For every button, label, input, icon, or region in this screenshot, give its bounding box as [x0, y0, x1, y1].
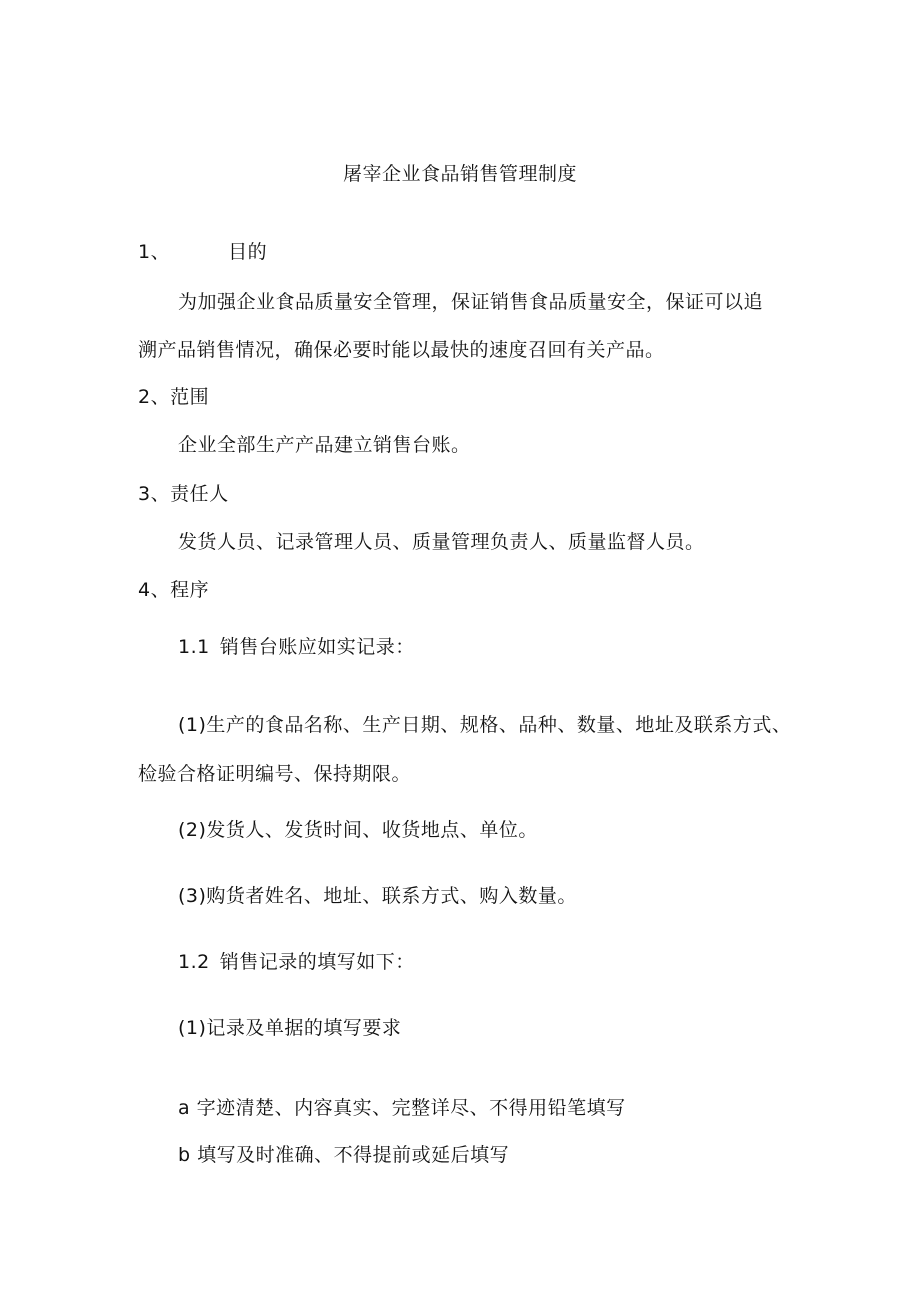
clause-1-1-item-2: (2)发货人、发货时间、收货地点、单位。	[178, 819, 538, 841]
clause-1-1-text: 销售台账应如实记录：	[219, 636, 415, 658]
section-2-body: 企业全部生产产品建立销售台账。	[178, 434, 471, 456]
section-2-heading: 2、范围	[138, 386, 210, 408]
section-3-body: 发货人员、记录管理人员、质量管理负责人、质量监督人员。	[178, 531, 705, 553]
clause-1-1-item-1-line-2: 检验合格证明编号、保持期限。	[138, 763, 412, 785]
section-1-heading	[138, 240, 267, 264]
clause-1-1-number: 1.1	[178, 636, 210, 658]
section-3-heading: 3、责任人	[138, 483, 229, 505]
clause-1-2-item-a: a 字迹清楚、内容真实、完整详尽、不得用铅笔填写	[178, 1097, 626, 1119]
clause-1-2-item-1: (1)记录及单据的填写要求	[178, 1017, 402, 1039]
clause-1-1-item-1-line-1: (1)生产的食品名称、生产日期、规格、品种、数量、地址及联系方式、	[178, 714, 792, 736]
section-1-number: 1、	[138, 241, 171, 263]
section-1-body-line-2: 溯产品销售情况，确保必要时能以最快的速度召回有关产品。	[138, 339, 665, 361]
clause-1-2-item-b: b 填写及时准确、不得提前或延后填写	[178, 1144, 510, 1166]
section-4-heading: 4、程序	[138, 579, 210, 601]
section-1-body-line-1: 为加强企业食品质量安全管理，保证销售食品质量安全，保证可以追	[178, 291, 764, 313]
clause-1-1-item-3: (3)购货者姓名、地址、联系方式、购入数量。	[178, 885, 577, 907]
clause-1-2-text: 销售记录的填写如下：	[219, 951, 415, 973]
section-1-title: 目的	[228, 241, 268, 263]
clause-1-1	[178, 635, 415, 659]
clause-1-2-number: 1.2	[178, 951, 210, 973]
document-title: 屠宰企业食品销售管理制度	[342, 163, 577, 185]
clause-1-2	[178, 950, 415, 974]
